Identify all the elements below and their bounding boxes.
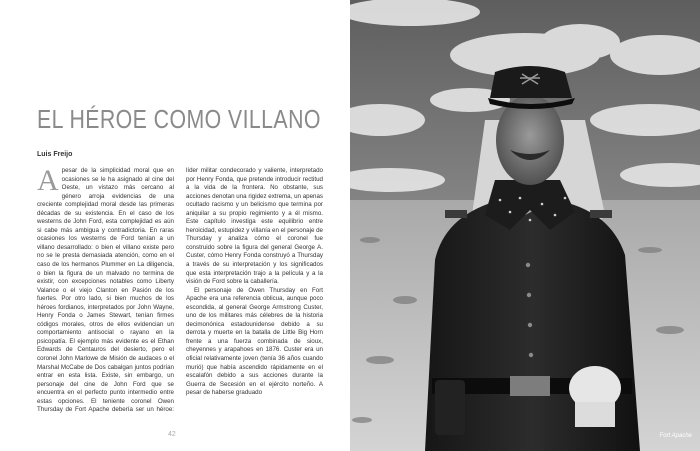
photo-caption: Fort Apache	[659, 433, 692, 439]
glove-cuff	[575, 402, 615, 427]
belt-buckle	[510, 376, 550, 396]
paragraph-1-text: pesar de la simplicidad moral que en ocasiones se le ha asignado al cine del Oeste, un vistazo más cercano al género arroja evidencias de una creciente complejidad moral desde las primeras décadas de su existencia. En el caso de los westerns de John Ford, esta complejidad es aún si cabe más ambigua y contradictoria. En raras ocasiones los westerns de Ford tenían a un villano desarrollado: o bien el villano existe pero no se le presta demasiada atención, como en el caso de los hermanos Plummer en La diligencia, o bien la figura de un malvado no termina de existir, con excepciones notables como Liberty Valance o el viejo Clanton en Pasión de los fuertes. Por otro lado, si bien muchos de los héroes fordianos, interpretados por John Wayne, Henry Fonda o James Stewart, tenían firmes códigos morales, otros de ellos evidencian un comportamiento antisocial o rayano en la psicopatía. El ejemplo más evidente es el Ethan Edwards de Centauros del desierto, pero el coronel John Marlowe de Misión de audaces o el Marshal McCabe de Dos cabalgan juntos podrían entrar en esta lista. Existe, sin embargo, un personaje del cine de John Ford que se encuentra en el perfecto punto intermedio entre estas opciones. El teniente coronel Owen Thursday de Fort Apache debería ser un héroe: líder militar condecorado y valiente, interpretado por Henry Fonda, que pretende introducir rectitud a la vida de la frontera. No obstante, sus acciones denotan una rigidez extrema, un apenas ocultado racismo y un belicismo que termina por aniquilar a su propio regimiento y a él mismo. Este capítulo investiga este equilibrio entre heroicidad, estupidez y villanía en el personaje de Thursday y analiza cómo el coronel fue construido sobre la figura del general George A. Custer, cómo Henry Fonda construyó a Thursday a través de su interpretación y los significados que esta interpretación trajo a la película y a la visión de Ford sobre la caballería.	[37, 167, 323, 414]
shoulder-strap-right	[590, 210, 612, 218]
chapter-title: EL HÉROE COMO VILLANO	[37, 104, 321, 134]
body-text	[37, 164, 323, 417]
page-number: 42	[168, 431, 176, 438]
author-name: Luis Freijo	[37, 151, 73, 158]
film-still-photo	[350, 0, 700, 451]
shoulder-strap-left	[445, 210, 467, 218]
paragraph-2: El personaje de Owen Thursday en Fort Apache era una referencia oblicua, aunque poco escondida, al general George Armstrong Custer, uno de los militares más célebres de la historia decimonónica estadounidense debido a su derrota y muerte en la batalla de Little Big Horn frente a una fuerza combinada de sioux, cheyennes y arapahoes en 1876. Custer era un oficial relativamente joven (tenía 36 años cuando murió) que había ascendido rápidamente en el escalafón debido a sus acciones durante la Guerra de Secesión en el ejército norteño. A pesar de haberse graduado	[186, 286, 323, 397]
holster	[435, 380, 465, 435]
kepi-hat	[490, 66, 572, 98]
drop-cap: A	[37, 164, 59, 197]
photo-page	[350, 0, 700, 451]
